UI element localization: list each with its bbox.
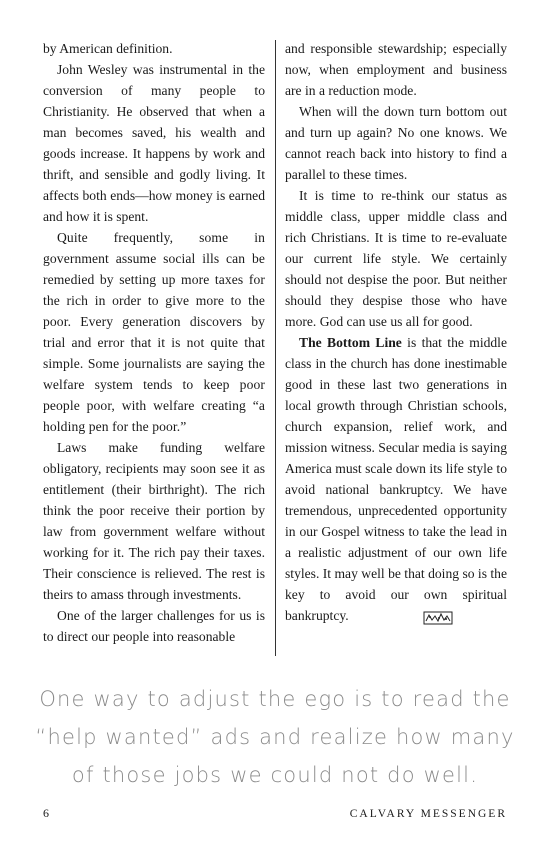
magazine-name: CALVARY MESSENGER [349, 808, 507, 820]
left-column [43, 38, 265, 668]
paragraph: When will the down turn bottom out and turn up again? No one knows. We cannot reach back into history to find a parallel to these times. [285, 104, 507, 182]
paragraph: Quite frequently, some in government assume social ills can be remedied by setting up more taxes for the rich in order to give more to the poor. Every generation discovers by trial and error that it is not quite that simple. Some journalists are saying the welfare system tends to keep poor people poor, with welfare creating “a holding pen for the poor.” [43, 230, 265, 434]
bottom-line-lead: The Bottom Line [299, 335, 402, 350]
paragraph: and responsible stewardship; especially now, when employment and business are in a reduction mode. [285, 41, 507, 98]
paragraph: One of the larger challenges for us is to direct our people into reasonable [43, 608, 265, 644]
paragraph [285, 332, 507, 626]
paragraph: by American definition. [43, 41, 173, 56]
paragraph: It is time to re-think our status as middle class, upper middle class and rich Christians. It is time to re-evaluate our current life style. We certainly should not despise the poor. But neither should they despise those who have more. God can use us all for good. [285, 188, 507, 329]
pull-quote: One way to adjust the ego is to read the “help wanted” ads and realize how many of those jobs we could not do well. [35, 687, 515, 787]
page-number: 6 [43, 806, 49, 820]
column-divider [275, 40, 276, 656]
end-of-article-mark-icon [409, 610, 439, 624]
paragraph: Laws make funding welfare obligatory, recipients may soon see it as entitlement (their birthright). The rich think the poor receive their portion by law from government welfare without working for it. The rich pay their taxes. Their conscience is relieved. The rest is theirs to amass through investments. [43, 440, 265, 602]
paragraph: John Wesley was instrumental in the conversion of many people to Christianity. He observed that when a man becomes saved, his wealth and goods increase. It happens by work and thrift, and sensible and godly living. It affects both ends—how money is earned and how it is spent. [43, 62, 265, 224]
paragraph-text: is that the middle class in the church has done inestimable good in these last two generations in local growth through Christian schools, church expansion, relief work, and mission witness. Secular media is saying America must scale down its life style to avoid national bankruptcy. We have tremendous, unprecedented opportunity in our Gospel witness to take the lead in a realistic adjustment of our own life styles. It may well be that doing so is the key to avoid our own spiritual bankruptcy. [285, 335, 508, 623]
page-footer [43, 806, 507, 821]
right-column [285, 38, 507, 668]
